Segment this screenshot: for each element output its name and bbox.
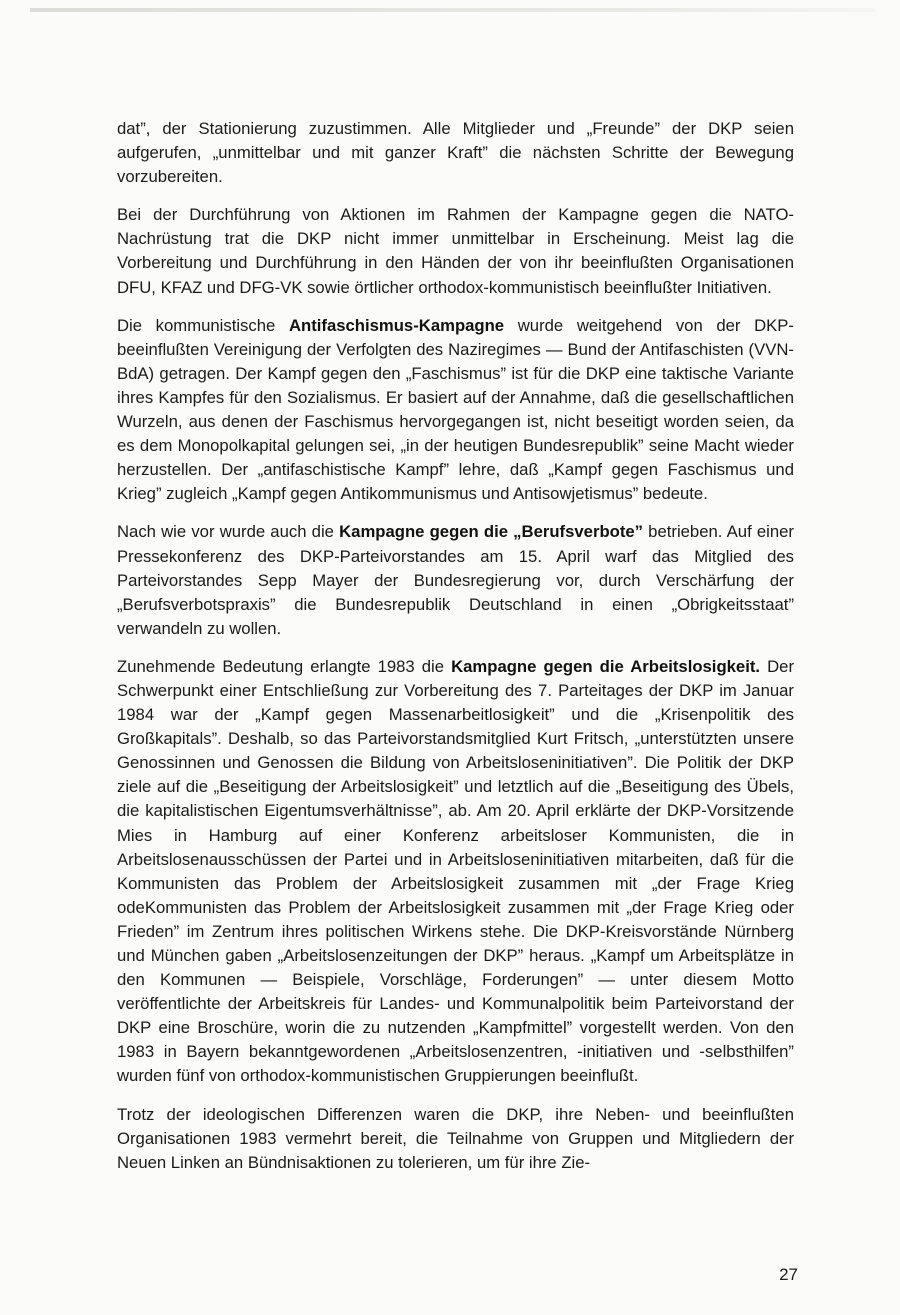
paragraph-heading-bold: Kampagne gegen die Arbeitslosigkeit. (451, 656, 761, 676)
paragraph-text-after: Der Schwerpunkt einer Entschließung zur Vorbereitung des 7. Parteitages der DKP im Januar 1984 war der „Kampf gegen Massenarbeitlosigkeit” und die „Krisenpolitik des Großkapitals”. Deshalb, so das Parteivorstandsmitglied Kurt Fritsch, „unterstützten unsere Genossinnen und Genossen die Bildung von Arbeitsloseninitiativen”. Die Politik der DKP ziele auf die „Beseitigung der Arbeitslosigkeit” und letztlich auf die „Beseitigung des Übels, die kapitalistischen Eigentumsverhältnisse”, ab. Am 20. April erklärte der DKP-Vorsitzende Mies in Hamburg auf einer Konferenz arbeitsloser Kommunisten, die in Arbeitslosenausschüssen der Partei und in Arbeitsloseninitiativen mitarbeiten, daß für die Kommunisten das Problem der Arbeitslosigkeit zusammen mit „der Frage Krieg odeKommunisten das Problem der Arbeitslosigkeit zusammen mit „der Frage Krieg oder Frieden” im Zentrum ihres politischen Wirkens stehe. Die DKP-Kreisvorstände Nürnberg und München gaben „Arbeitslosenzeitungen der DKP” heraus. „Kampf um Arbeitsplätze in den Kommunen — Beispiele, Vorschläge, Forderungen” — unter diesem Motto veröffentlichte der Arbeitskreis für Landes- und Kommunalpolitik beim Parteivorstand der DKP eine Broschüre, worin die zu nutzenden „Kampfmittel” vorgestellt werden. Von den 1983 in Bayern bekanntgewordenen „Arbeitslosenzentren, -initiativen und -selbsthilfen” wurden fünf von orthodox-kommunistischen Gruppierungen beeinflußt. (117, 656, 794, 1086)
paragraph-berufsverbote (117, 520, 794, 640)
paragraph-text-after: wurde weitgehend von der DKP-beeinflußten Vereinigung der Verfolgten des Naziregimes — Bund der Antifaschisten (VVN-BdA) getragen. Der Kampf gegen den „Faschismus” ist für die DKP eine taktische Variante ihres Kampfes für den Sozialismus. Er basiert auf der Annahme, daß die gesellschaftlichen Wurzeln, aus denen der Faschismus hervorgegangen ist, nicht beseitigt worden seien, da es dem Monopolkapital gelungen sei, „in der heutigen Bundesrepublik” seine Macht wieder herzustellen. Der „antifaschistische Kampf” lehre, daß „Kampf gegen Faschismus und Krieg” zugleich „Kampf gegen Antikommunismus und Antisowjetismus” bedeute. (117, 315, 794, 504)
paragraph-antifaschismus (117, 314, 794, 507)
scan-edge (30, 8, 875, 12)
page-number: 27 (779, 1265, 798, 1284)
paragraph-nato-nachruestung (117, 203, 794, 299)
paragraph-text-before: Nach wie vor wurde auch die (117, 522, 340, 542)
paragraph-text-before: Die kommunistische (117, 315, 289, 335)
paragraph-stationierung (117, 117, 794, 189)
paragraph-neue-linke (117, 1103, 794, 1175)
body-text (117, 117, 794, 1189)
paragraph-heading-bold: Kampagne gegen die „Berufsverbote” (339, 522, 644, 542)
paragraph-text: Trotz der ideologischen Differenzen waren die DKP, ihre Neben- und beeinflußten Organisationen 1983 vermehrt bereit, die Teilnahme von Gruppen und Mitgliedern der Neuen Linken an Bündnisaktionen zu tolerieren, um für ihre Zie- (117, 1104, 794, 1172)
paragraph-text-before: Zunehmende Bedeutung erlangte 1983 die (117, 656, 452, 676)
paragraph-text: dat”, der Stationierung zuzustimmen. Alle Mitglieder und „Freunde” der DKP seien aufgerufen, „unmittelbar und mit ganzer Kraft” die nächsten Schritte der Bewegung vorzubereiten. (117, 119, 794, 187)
paragraph-text: Bei der Durchführung von Aktionen im Rahmen der Kampagne gegen die NATO-Nachrüstung trat die DKP nicht immer unmittelbar in Erscheinung. Meist lag die Vorbereitung und Durchführung in den Händen der von ihr beeinflußten Organisationen DFU, KFAZ und DFG-VK sowie örtlicher orthodox-kommunistisch beeinflußter Initiativen. (117, 205, 794, 297)
paragraph-text-after: betrieben. Auf einer Pressekonferenz des DKP-Parteivorstandes am 15. April warf das Mitglied des Parteivorstandes Sepp Mayer der Bundesregierung vor, durch Verschärfung der „Berufsverbotspraxis” die Bundesrepublik Deutschland in einen „Obrigkeitsstaat” verwandeln zu wollen. (117, 522, 794, 638)
paragraph-arbeitslosigkeit (117, 655, 794, 1089)
paragraph-heading-bold: Antifaschismus-Kampagne (288, 315, 505, 335)
